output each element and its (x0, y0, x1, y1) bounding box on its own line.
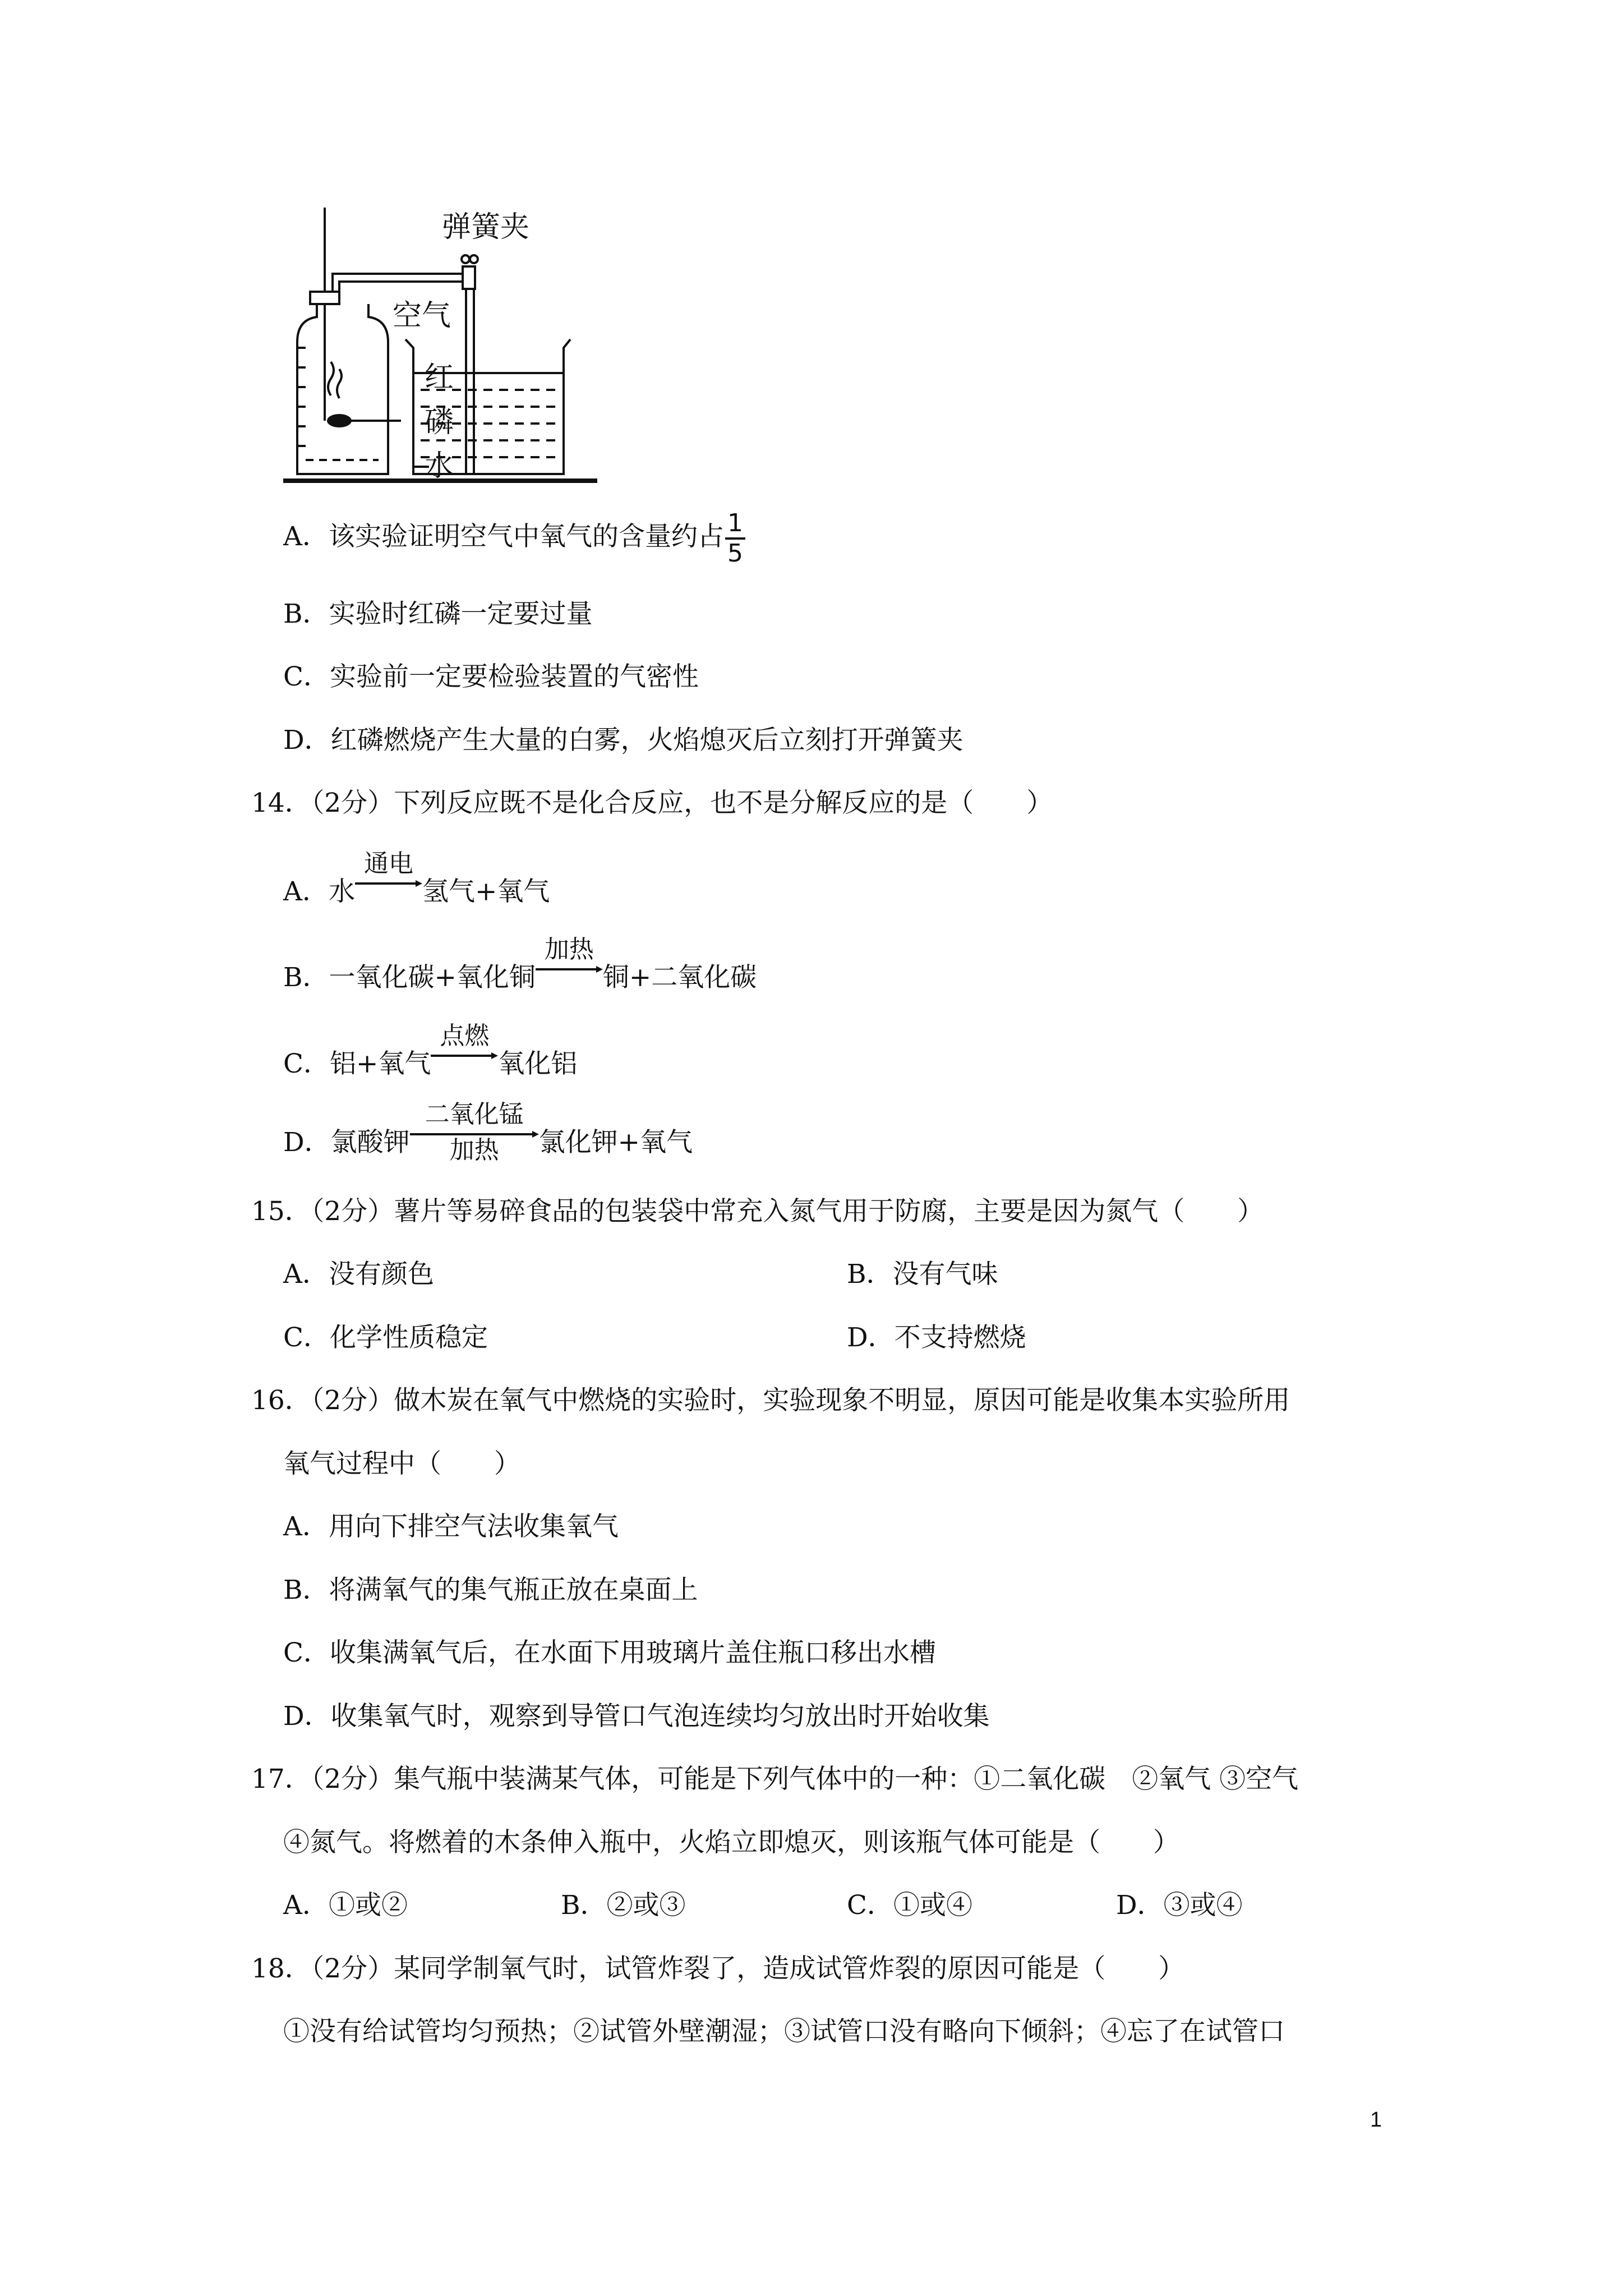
q13-option-a-text: A．该实验证明空气中氧气的含量约占 (283, 521, 724, 552)
q15-option-c: C．化学性质稳定 (283, 1322, 488, 1353)
reaction-arrow (431, 1022, 498, 1073)
q13-option-a (283, 509, 745, 568)
q17-stem-line-1: 17．（2分）集气瓶中装满某气体，可能是下列气体中的一种：①二氧化碳 ②氧气 ③空气 (251, 1764, 1299, 1795)
q14-option-c (283, 1022, 578, 1081)
q14-a-products: 氢气+氧气 (422, 876, 550, 907)
q16-option-c: C．收集满氧气后，在水面下用玻璃片盖住瓶口移出水槽 (283, 1637, 936, 1668)
q16-option-b: B．将满氧气的集气瓶正放在桌面上 (283, 1575, 698, 1605)
reaction-condition: 加热 (449, 1136, 499, 1165)
q14-option-a (283, 849, 550, 909)
q16-stem-line-1: 16．（2分）做木炭在氧气中燃烧的实验时，实验现象不明显，原因可能是收集本实验所用 (251, 1385, 1290, 1416)
reaction-condition: 加热 (544, 935, 594, 964)
q13-option-c: C．实验前一定要检验装置的气密性 (283, 661, 699, 692)
q14-option-b (283, 935, 757, 995)
q13-option-b: B．实验时红磷一定要过量 (283, 599, 593, 629)
q14-d-products: 氯化钾+氧气 (538, 1127, 693, 1158)
arrow-icon (536, 966, 603, 973)
q18-line-2: ①没有给试管均匀预热；②试管外壁潮湿；③试管口没有略向下倾斜；④忘了在试管口 (283, 2016, 1285, 2047)
q14-b-products: 铜+二氧化碳 (602, 962, 757, 993)
label-red: 红 (425, 361, 454, 394)
q13-option-d: D．红磷燃烧产生大量的白雾，火焰熄灭后立刻打开弹簧夹 (283, 725, 963, 756)
reaction-condition: 通电 (363, 849, 413, 878)
q17-stem-line-2: ④氮气。将燃着的木条伸入瓶中，火焰立即熄灭，则该瓶气体可能是（ ） (283, 1827, 1179, 1858)
label-phosphorus: 磷 (425, 406, 454, 439)
label-air: 空气 (393, 299, 451, 333)
q16-stem-line-2: 氧气过程中（ ） (283, 1448, 520, 1479)
reaction-arrow (355, 849, 422, 900)
fraction-numerator: 1 (725, 509, 745, 540)
fraction-one-fifth (725, 509, 745, 568)
arrow-icon (431, 1052, 498, 1059)
label-water: 水 (425, 449, 454, 483)
q14-option-d (283, 1100, 693, 1165)
apparatus-figure (283, 208, 597, 496)
q14-c-products: 氧化铝 (498, 1048, 578, 1079)
q16-option-d: D．收集氧气时，观察到导管口气泡连续均匀放出时开始收集 (283, 1701, 990, 1732)
q15-option-d: D．不支持燃烧 (847, 1322, 1026, 1353)
q17-option-b: B．②或③ (561, 1890, 686, 1921)
reaction-catalyst: 二氧化锰 (425, 1100, 524, 1129)
arrow-icon (355, 880, 422, 887)
q15-option-a: A．没有颜色 (283, 1259, 434, 1290)
reaction-condition: 点燃 (440, 1022, 490, 1050)
page-number: 1 (1370, 2108, 1382, 2132)
q14-d-reactant: D．氯酸钾 (283, 1127, 410, 1158)
q14-a-reactant: A．水 (283, 876, 355, 907)
q14-stem: 14．（2分）下列反应既不是化合反应，也不是分解反应的是（ ） (251, 788, 1053, 818)
red-phosphorus-experiment-diagram (283, 208, 597, 494)
q17-option-d: D．③或④ (1116, 1890, 1243, 1921)
q16-option-a: A．用向下排空气法收集氧气 (283, 1511, 619, 1542)
reaction-arrow (536, 935, 603, 986)
fraction-denominator: 5 (727, 539, 743, 568)
q17-option-c: C．①或④ (847, 1890, 972, 1921)
q14-b-reactants: B．一氧化碳+氧化铜 (283, 962, 536, 993)
label-spring-clip: 弹簧夹 (442, 210, 530, 244)
q15-option-b: B．没有气味 (847, 1259, 998, 1290)
q17-option-a: A．①或② (283, 1890, 408, 1921)
q15-stem: 15．（2分）薯片等易碎食品的包装袋中常充入氮气用于防腐，主要是因为氮气（ ） (251, 1196, 1264, 1227)
q14-c-reactants: C．铝+氧气 (283, 1048, 431, 1079)
reaction-arrow (410, 1100, 539, 1165)
q18-stem: 18．（2分）某同学制氧气时，试管炸裂了，造成试管炸裂的原因可能是（ ） (251, 1953, 1185, 1984)
